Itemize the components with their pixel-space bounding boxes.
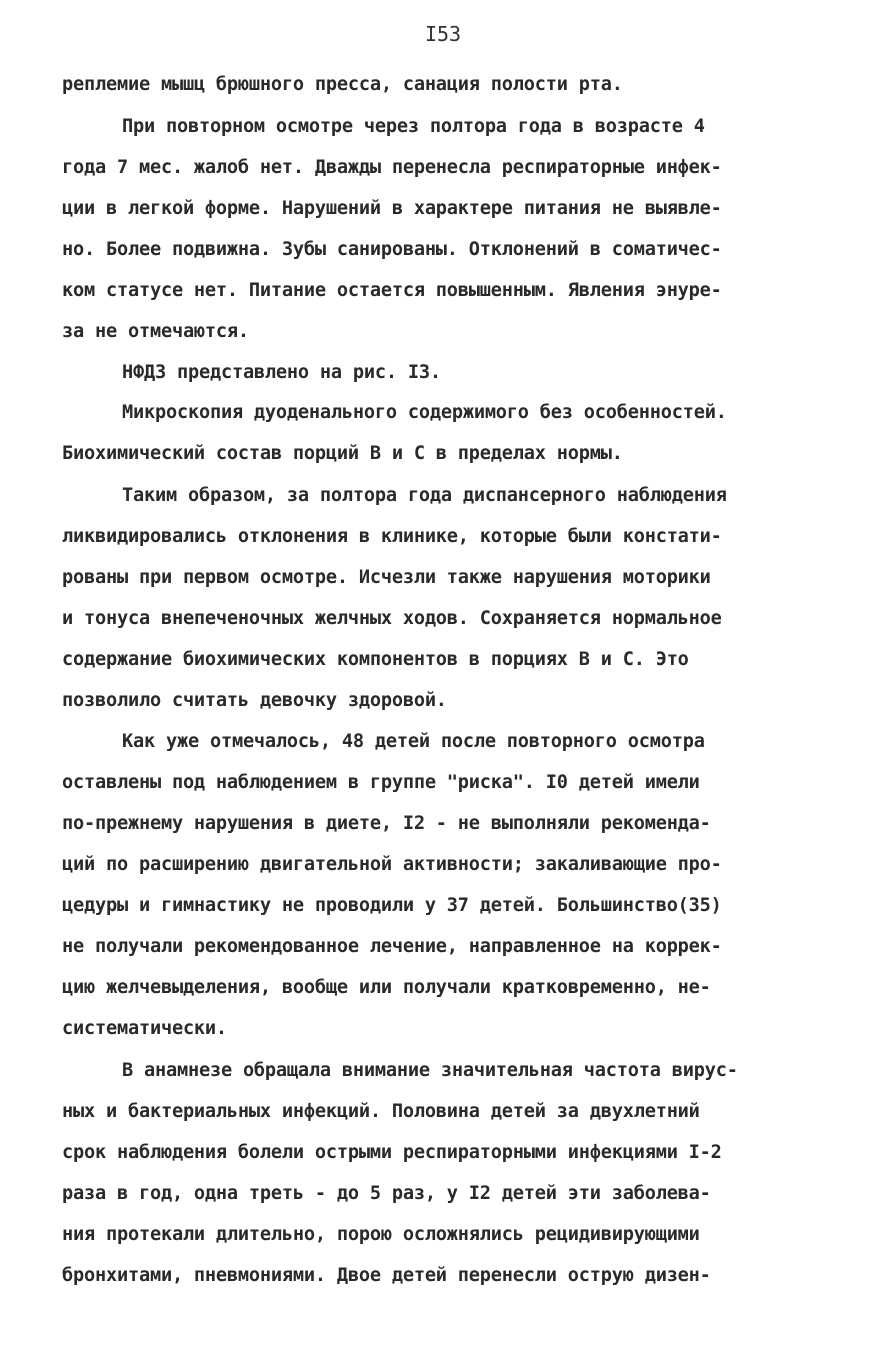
text-line: ции в легкой форме. Нарушений в характере питания не выявле- [62, 198, 722, 219]
text-line: бронхитами, пневмониями. Двое детей перенесли острую дизен- [62, 1265, 711, 1286]
text-line: Таким образом, за полтора года диспансерного наблюдения [122, 485, 727, 506]
text-line: срок наблюдения болели острыми респираторными инфекциями I-2 [62, 1142, 722, 1163]
text-line: оставлены под наблюдением в группе "риска". I0 детей имели [62, 772, 700, 793]
text-line: года 7 мес. жалоб нет. Дважды перенесла респираторные инфек- [62, 157, 722, 178]
text-line: раза в год, одна треть - до 5 раз, у I2 детей эти заболева- [62, 1183, 711, 1204]
text-line: но. Более подвижна. Зубы санированы. Отклонений в соматичес- [62, 239, 722, 260]
text-line: ных и бактериальных инфекций. Половина детей за двухлетний [62, 1101, 700, 1122]
text-line: по-прежнему нарушения в диете, I2 - не выполняли рекоменда- [62, 813, 711, 834]
text-line: Как уже отмечалось, 48 детей после повторного осмотра [122, 731, 705, 752]
text-line: НФДЗ представлено на рис. I3. [122, 362, 441, 383]
text-line: цию желчевыделения, вообще или получали кратковременно, не- [62, 977, 711, 998]
text-line: цедуры и гимнастику не проводили у 37 детей. Большинство(35) [62, 895, 722, 916]
text-line: позволило считать девочку здоровой. [62, 690, 447, 711]
text-line: рованы при первом осмотре. Исчезли также нарушения моторики [62, 567, 711, 588]
text-line: В анамнезе обращала внимание значительная частота вирус- [122, 1060, 738, 1081]
text-line: и тонуса внепеченочных желчных ходов. Сохраняется нормальное [62, 608, 722, 629]
text-line: ций по расширению двигательной активности; закаливающие про- [62, 854, 722, 875]
text-line: ликвидировались отклонения в клинике, которые были констати- [62, 526, 722, 547]
text-line: Микроскопия дуоденального содержимого без особенностей. [122, 402, 727, 423]
text-line: ком статусе нет. Питание остается повышенным. Явления энуре- [62, 280, 722, 301]
text-line: реплемие мышц брюшного пресса, санация полости рта. [62, 74, 623, 95]
text-line: Биохимический состав порций В и С в пределах нормы. [62, 443, 623, 464]
text-line: систематически. [62, 1018, 227, 1039]
text-line: за не отмечаются. [62, 321, 249, 342]
text-line: не получали рекомендованное лечение, направленное на коррек- [62, 936, 722, 957]
text-line: При повторном осмотре через полтора года в возрасте 4 [122, 116, 705, 137]
text-line: ния протекали длительно, порою осложнялись рецидивирующими [62, 1224, 700, 1245]
text-line: содержание биохимических компонентов в порциях В и С. Это [62, 649, 689, 670]
page-number: I53 [424, 22, 462, 46]
